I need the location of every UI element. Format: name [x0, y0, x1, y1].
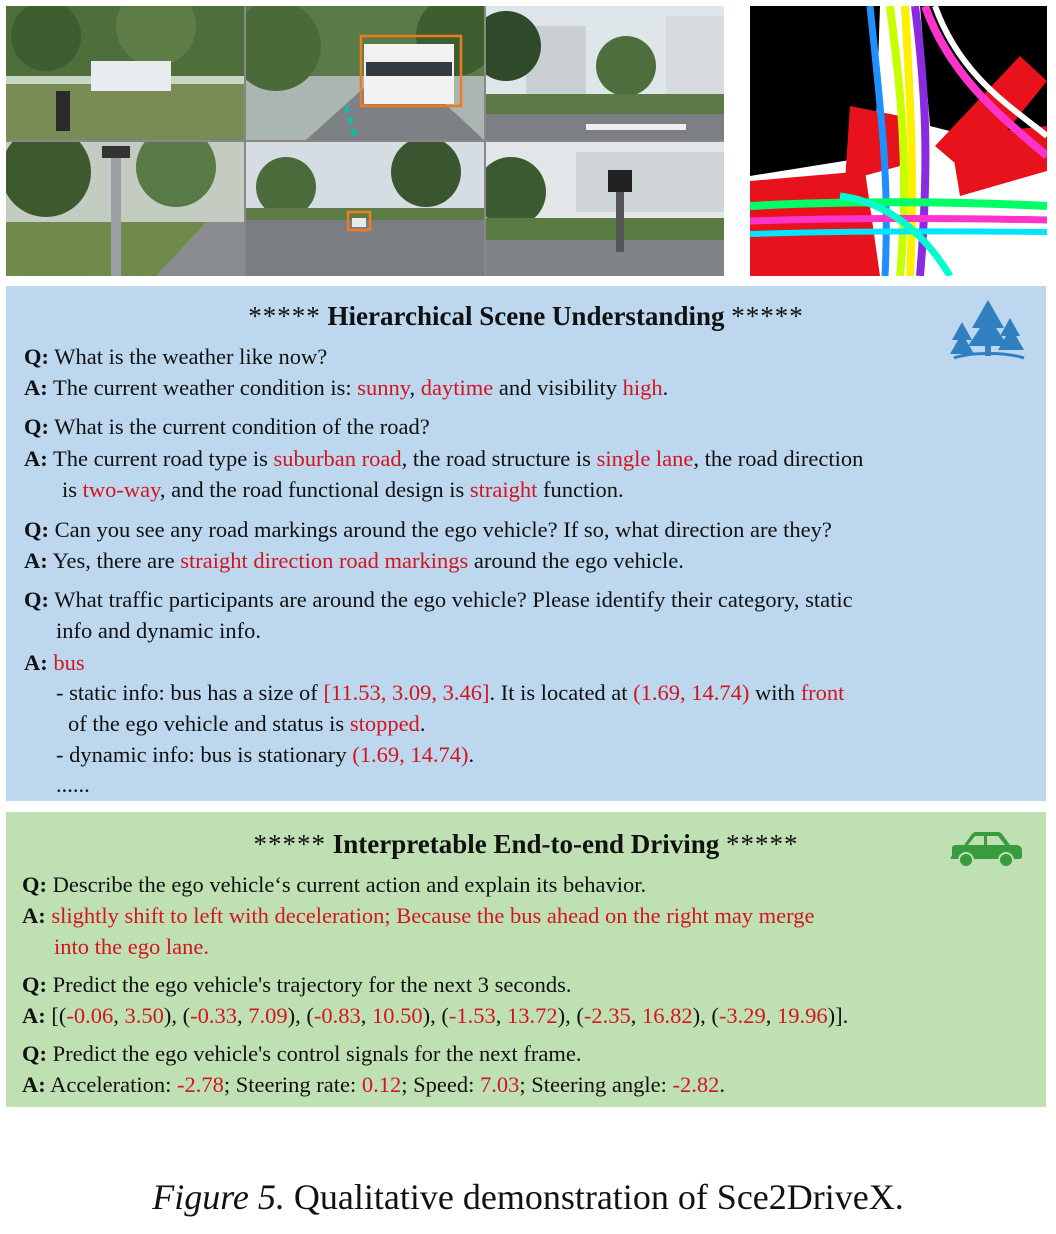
scene-heading: [6, 300, 1046, 332]
scene-ellipsis: ......: [56, 772, 90, 797]
scene-a4-static-line1: - static info: bus has a size of [11.53, 3.09, 3.46]. It is located at (1.69, 14.74) with front: [56, 680, 845, 705]
scene-a2-line1: A: The current road type is suburban road, the road structure is single lane, the road direction: [24, 446, 864, 471]
caption-text: Qualitative demonstration of Sce2DriveX.: [284, 1177, 904, 1217]
car-icon: [946, 830, 1024, 870]
scene-a2-line2: is two-way, and the road functional design is straight function.: [62, 477, 624, 502]
scene-a3: A: Yes, there are straight direction road markings around the ego vehicle.: [24, 548, 684, 573]
camera-front: [246, 6, 484, 140]
camera-views-grid: [6, 6, 724, 276]
driving-a1-line1: A: slightly shift to left with deceleration; Because the bus ahead on the right may merge: [22, 903, 815, 928]
driving-q2: Q: Predict the ego vehicle's trajectory for the next 3 seconds.: [22, 972, 572, 997]
bev-lane-map: [750, 6, 1047, 276]
heading-stars-right: *****: [731, 301, 804, 331]
driving-q3: Q: Predict the ego vehicle's control signals for the next frame.: [22, 1041, 582, 1066]
scene-q4-line2: info and dynamic info.: [56, 618, 261, 643]
heading-stars-right: *****: [726, 829, 799, 859]
scene-a4: A: bus: [24, 650, 85, 675]
driving-heading: [6, 828, 1046, 860]
scene-q1: Q: What is the weather like now?: [24, 344, 328, 369]
camera-back-left: [6, 142, 244, 276]
driving-q1: Q: Describe the ego vehicle‘s current action and explain its behavior.: [22, 872, 647, 897]
heading-stars-left: *****: [248, 301, 321, 331]
figure-caption: [0, 1175, 1056, 1219]
scene-q3: Q: Can you see any road markings around the ego vehicle? If so, what direction are they?: [24, 517, 832, 542]
scene-q4-line1: Q: What traffic participants are around the ego vehicle? Please identify their category, static: [24, 587, 853, 612]
heading-stars-left: *****: [253, 829, 326, 859]
figure-number: Figure 5.: [152, 1177, 285, 1217]
driving-a1-line2: into the ego lane.: [54, 934, 209, 959]
scene-understanding-panel: [6, 286, 1046, 801]
scene-a4-dynamic: - dynamic info: bus is stationary (1.69, 14.74).: [56, 742, 475, 767]
camera-back-right: [486, 142, 724, 276]
camera-front-left: [6, 6, 244, 140]
scene-title: Hierarchical Scene Understanding: [327, 301, 725, 331]
scene-a1: A: The current weather condition is: sunny, daytime and visibility high.: [24, 375, 669, 400]
driving-panel: [6, 812, 1046, 1107]
camera-front-right: [486, 6, 724, 140]
driving-a3: A: Acceleration: -2.78; Steering rate: 0.12; Speed: 7.03; Steering angle: -2.82.: [22, 1072, 725, 1097]
driving-title: Interpretable End-to-end Driving: [332, 829, 720, 859]
trees-icon: [950, 300, 1026, 360]
scene-a4-static-line2: of the ego vehicle and status is stopped.: [68, 711, 426, 736]
scene-q2: Q: What is the current condition of the road?: [24, 414, 430, 439]
driving-a2: A: [(-0.06, 3.50), (-0.33, 7.09), (-0.83, 10.50), (-1.53, 13.72), (-2.35, 16.82), (-3.29, 19.96)].: [22, 1003, 849, 1028]
camera-back: [246, 142, 484, 276]
